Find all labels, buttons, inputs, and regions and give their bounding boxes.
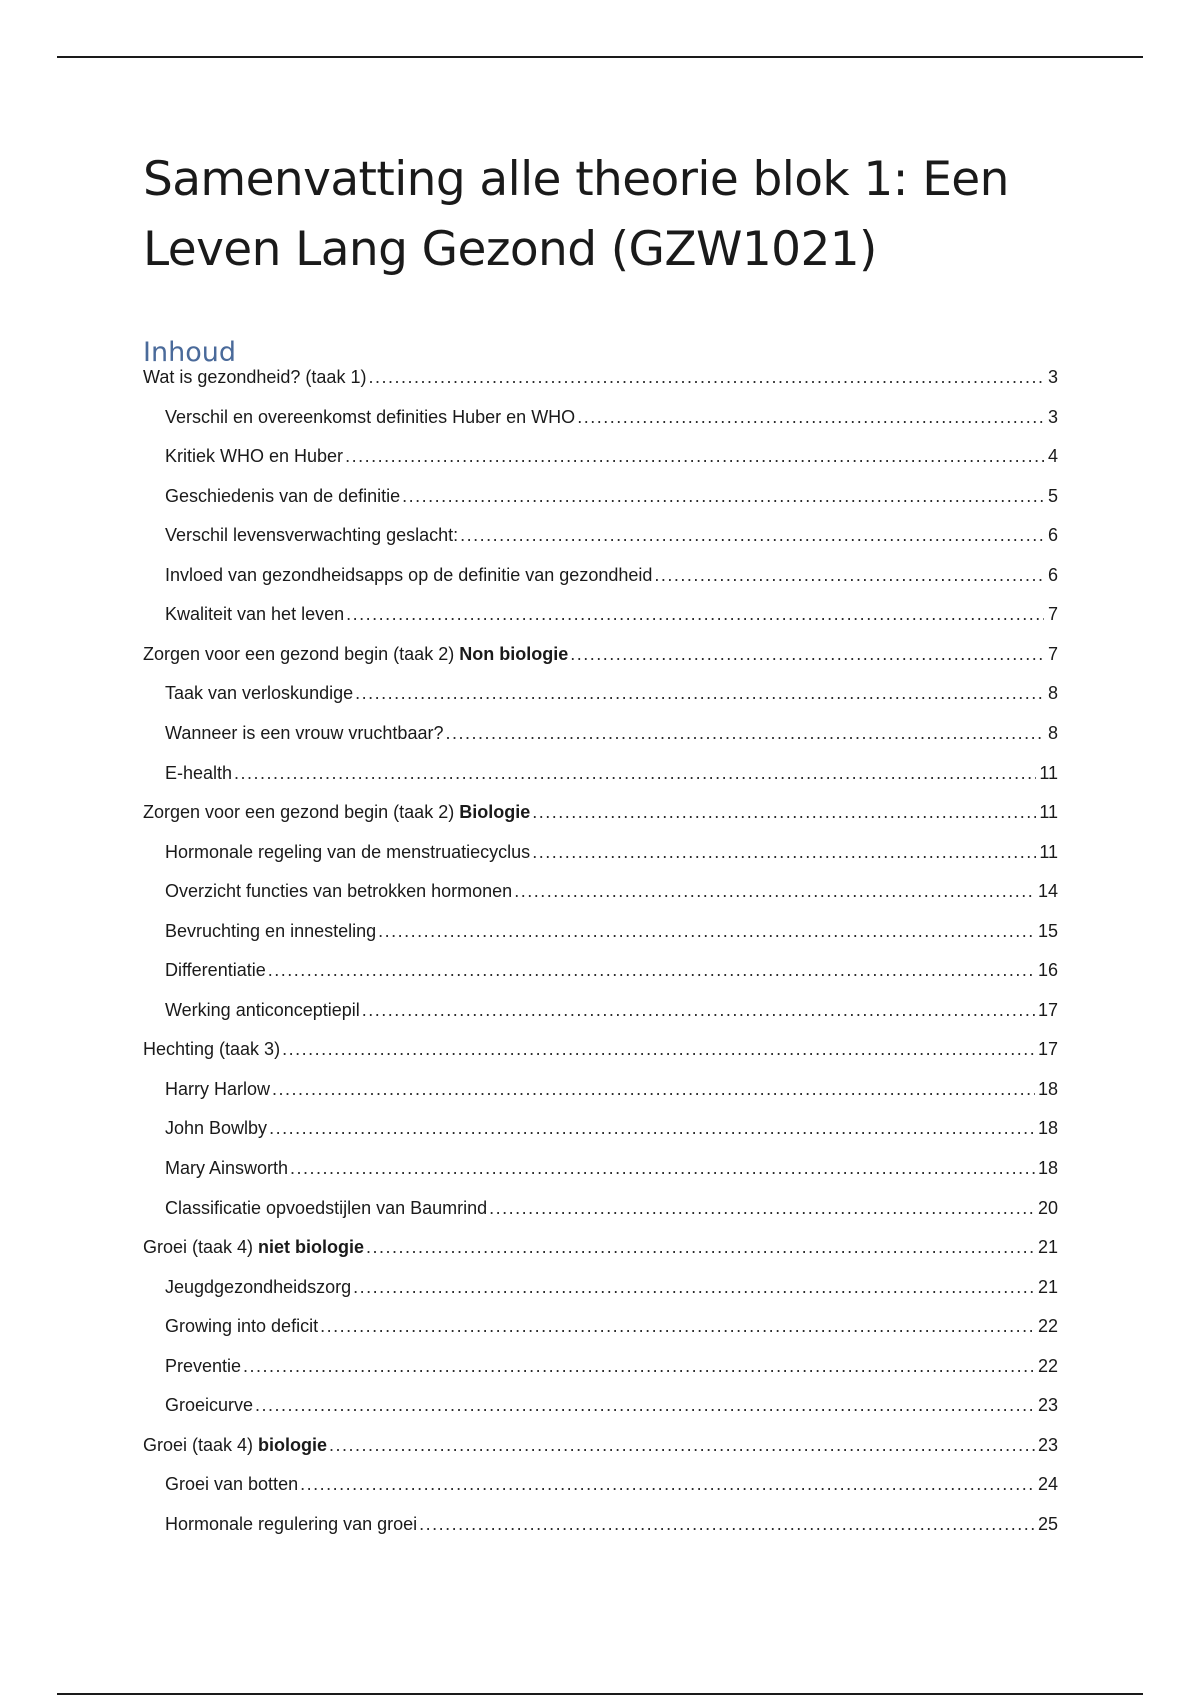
toc-dot-leader bbox=[532, 837, 1036, 867]
toc-section-entry[interactable] bbox=[143, 1034, 1058, 1064]
toc-section-entry[interactable] bbox=[143, 1232, 1058, 1262]
toc-entry-label: Groei (taak 4) niet biologie bbox=[143, 1237, 365, 1258]
toc-dot-leader bbox=[234, 758, 1036, 788]
toc-page-number: 18 bbox=[1037, 1118, 1058, 1139]
toc-entry-label: Mary Ainsworth bbox=[165, 1158, 289, 1178]
toc-entry-label: Bevruchting en innesteling bbox=[165, 920, 377, 941]
toc-entry-label: Kwaliteit van het leven bbox=[165, 604, 345, 625]
toc-page-number: 11 bbox=[1039, 841, 1058, 862]
toc-subsection-entry[interactable] bbox=[165, 560, 1058, 590]
toc-section-entry[interactable] bbox=[143, 639, 1058, 669]
toc-entry-label: Taak van verloskundige bbox=[165, 683, 354, 704]
toc-page-number: 24 bbox=[1037, 1474, 1058, 1495]
toc-entry-emphasis: biologie bbox=[258, 1434, 328, 1455]
toc-page-number: 8 bbox=[1047, 683, 1058, 704]
toc-subsection-entry[interactable] bbox=[165, 1390, 1058, 1420]
toc-dot-leader bbox=[378, 916, 1035, 946]
toc-dot-leader bbox=[282, 1034, 1035, 1064]
toc-entry-label: Groei (taak 4) biologie bbox=[143, 1434, 328, 1455]
toc-subsection-entry[interactable] bbox=[165, 1153, 1058, 1183]
toc-entry-label: Classificatie opvoedstijlen van Baumrind bbox=[165, 1197, 488, 1218]
toc-dot-leader bbox=[345, 441, 1044, 471]
toc-subsection-entry[interactable] bbox=[165, 441, 1058, 471]
toc-entry-label: Differentiatie bbox=[165, 960, 266, 981]
toc-subsection-entry[interactable] bbox=[165, 1311, 1058, 1341]
toc-entry-label: Overzicht functies van betrokken hormonen bbox=[165, 881, 513, 902]
toc-page-number: 23 bbox=[1037, 1434, 1058, 1455]
toc-subsection-entry[interactable] bbox=[165, 1469, 1058, 1499]
toc-page-number: 21 bbox=[1037, 1237, 1058, 1258]
toc-page-number: 22 bbox=[1037, 1316, 1058, 1337]
toc-dot-leader bbox=[272, 1074, 1035, 1104]
toc-entry-label: Kritiek WHO en Huber bbox=[165, 446, 344, 467]
toc-dot-leader bbox=[362, 995, 1035, 1025]
toc-entry-label: Jeugdgezondheidszorg bbox=[165, 1276, 352, 1297]
document-title-line-1: Samenvatting alle theorie blok 1: Een bbox=[143, 152, 1009, 207]
toc-dot-leader bbox=[300, 1469, 1035, 1499]
toc-page-number: 3 bbox=[1047, 406, 1058, 427]
toc-page-number: 5 bbox=[1047, 485, 1058, 506]
toc-dot-leader bbox=[329, 1430, 1035, 1460]
toc-dot-leader bbox=[419, 1509, 1035, 1539]
toc-dot-leader bbox=[346, 599, 1044, 629]
toc-subsection-entry[interactable] bbox=[165, 955, 1058, 985]
toc-subsection-entry[interactable] bbox=[165, 837, 1058, 867]
toc-entry-label: Preventie bbox=[165, 1355, 242, 1376]
toc-dot-leader bbox=[368, 362, 1044, 392]
toc-dot-leader bbox=[269, 1113, 1035, 1143]
toc-section-entry[interactable] bbox=[143, 362, 1058, 392]
toc-subsection-entry[interactable] bbox=[165, 758, 1058, 788]
toc-section-entry[interactable] bbox=[143, 797, 1058, 827]
toc-entry-label: E-health bbox=[165, 762, 233, 783]
toc-page-number: 8 bbox=[1047, 722, 1058, 743]
toc-dot-leader bbox=[320, 1311, 1035, 1341]
toc-subsection-entry[interactable] bbox=[165, 876, 1058, 906]
toc-dot-leader bbox=[268, 955, 1035, 985]
toc-entry-emphasis: niet biologie bbox=[258, 1237, 365, 1258]
toc-page-number: 15 bbox=[1037, 920, 1058, 941]
toc-entry-label: Hechting (taak 3) bbox=[143, 1039, 281, 1060]
toc-subsection-entry[interactable] bbox=[165, 718, 1058, 748]
toc-subsection-entry[interactable] bbox=[165, 481, 1058, 511]
toc-subsection-entry[interactable] bbox=[165, 1509, 1058, 1539]
toc-dot-leader bbox=[255, 1390, 1035, 1420]
header-rule bbox=[57, 56, 1143, 58]
toc-subsection-entry[interactable] bbox=[165, 520, 1058, 550]
toc-subsection-entry[interactable] bbox=[165, 1113, 1058, 1143]
footer-rule bbox=[57, 1693, 1143, 1695]
toc-section-entry[interactable] bbox=[143, 1430, 1058, 1460]
toc-dot-leader bbox=[532, 797, 1036, 827]
toc-entry-label: Geschiedenis van de definitie bbox=[165, 485, 401, 506]
toc-subsection-entry[interactable] bbox=[165, 599, 1058, 629]
toc-entry-label: Hormonale regeling van de menstruatiecyclus bbox=[165, 841, 531, 862]
toc-page-number: 7 bbox=[1047, 643, 1058, 664]
toc-subsection-entry[interactable] bbox=[165, 1351, 1058, 1381]
toc-page-number: 21 bbox=[1037, 1276, 1058, 1297]
toc-page-number: 17 bbox=[1037, 999, 1058, 1020]
toc-page-number: 23 bbox=[1037, 1395, 1058, 1416]
toc-heading: Inhoud bbox=[143, 337, 236, 368]
toc-dot-leader bbox=[243, 1351, 1035, 1381]
toc-entry-label: Groei van botten bbox=[165, 1474, 299, 1495]
toc-subsection-entry[interactable] bbox=[165, 1074, 1058, 1104]
toc-subsection-entry[interactable] bbox=[165, 678, 1058, 708]
toc-dot-leader bbox=[654, 560, 1044, 590]
toc-page-number: 6 bbox=[1047, 525, 1058, 546]
toc-dot-leader bbox=[570, 639, 1044, 669]
toc-entry-label: Groeicurve bbox=[165, 1395, 254, 1416]
toc-entry-label: Verschil levensverwachting geslacht: bbox=[165, 525, 459, 546]
document-title bbox=[143, 145, 1083, 285]
toc-dot-leader bbox=[290, 1153, 1035, 1183]
toc-dot-leader bbox=[460, 520, 1044, 550]
toc-page-number: 18 bbox=[1037, 1078, 1058, 1099]
toc-entry-label: Growing into deficit bbox=[165, 1316, 319, 1337]
toc-page-number: 14 bbox=[1037, 881, 1058, 902]
toc-entry-emphasis: Non biologie bbox=[459, 643, 569, 664]
toc-page-number: 7 bbox=[1047, 604, 1058, 625]
toc-page-number: 6 bbox=[1047, 564, 1058, 585]
toc-entry-label: Werking anticonceptiepil bbox=[165, 999, 360, 1020]
toc-subsection-entry[interactable] bbox=[165, 1272, 1058, 1302]
toc-subsection-entry[interactable] bbox=[165, 402, 1058, 432]
toc-entry-label: Invloed van gezondheidsapps op de definitie van gezondheid bbox=[165, 564, 653, 585]
toc-dot-leader bbox=[514, 876, 1035, 906]
toc-subsection-entry[interactable] bbox=[165, 995, 1058, 1025]
toc-page-number: 11 bbox=[1039, 762, 1058, 783]
toc-page-number: 3 bbox=[1047, 367, 1058, 387]
toc-page-number: 16 bbox=[1037, 960, 1058, 981]
toc-page-number: 22 bbox=[1037, 1355, 1058, 1376]
toc-subsection-entry[interactable] bbox=[165, 916, 1058, 946]
toc-dot-leader bbox=[489, 1193, 1035, 1223]
toc-page-number: 18 bbox=[1037, 1158, 1058, 1178]
toc-page-number: 20 bbox=[1037, 1197, 1058, 1218]
toc-dot-leader bbox=[402, 481, 1044, 511]
toc-page-number: 4 bbox=[1047, 446, 1058, 467]
toc-dot-leader bbox=[355, 678, 1044, 708]
toc-entry-label: Wanneer is een vrouw vruchtbaar? bbox=[165, 722, 444, 743]
toc-entry-label: Verschil en overeenkomst definities Huber en WHO bbox=[165, 406, 576, 427]
toc-dot-leader bbox=[366, 1232, 1035, 1262]
toc-entry-label: Zorgen voor een gezond begin (taak 2) Biologie bbox=[143, 802, 531, 823]
toc-subsection-entry[interactable] bbox=[165, 1193, 1058, 1223]
toc-dot-leader bbox=[445, 718, 1044, 748]
toc-page-number: 25 bbox=[1037, 1513, 1058, 1534]
toc-entry-label: Hormonale regulering van groei bbox=[165, 1513, 418, 1534]
toc-page-number: 11 bbox=[1039, 802, 1058, 823]
toc-entry-label: Harry Harlow bbox=[165, 1078, 271, 1099]
toc-dot-leader bbox=[577, 402, 1044, 432]
toc-entry-label: Zorgen voor een gezond begin (taak 2) Non biologie bbox=[143, 643, 569, 664]
toc-page-number: 17 bbox=[1037, 1039, 1058, 1060]
toc-dot-leader bbox=[353, 1272, 1035, 1302]
toc-entry-label: John Bowlby bbox=[165, 1118, 268, 1139]
toc-entry-emphasis: Biologie bbox=[459, 802, 531, 823]
document-title-line-2: Leven Lang Gezond (GZW1021) bbox=[143, 222, 877, 277]
toc-entry-label: Wat is gezondheid? (taak 1) bbox=[143, 367, 367, 387]
